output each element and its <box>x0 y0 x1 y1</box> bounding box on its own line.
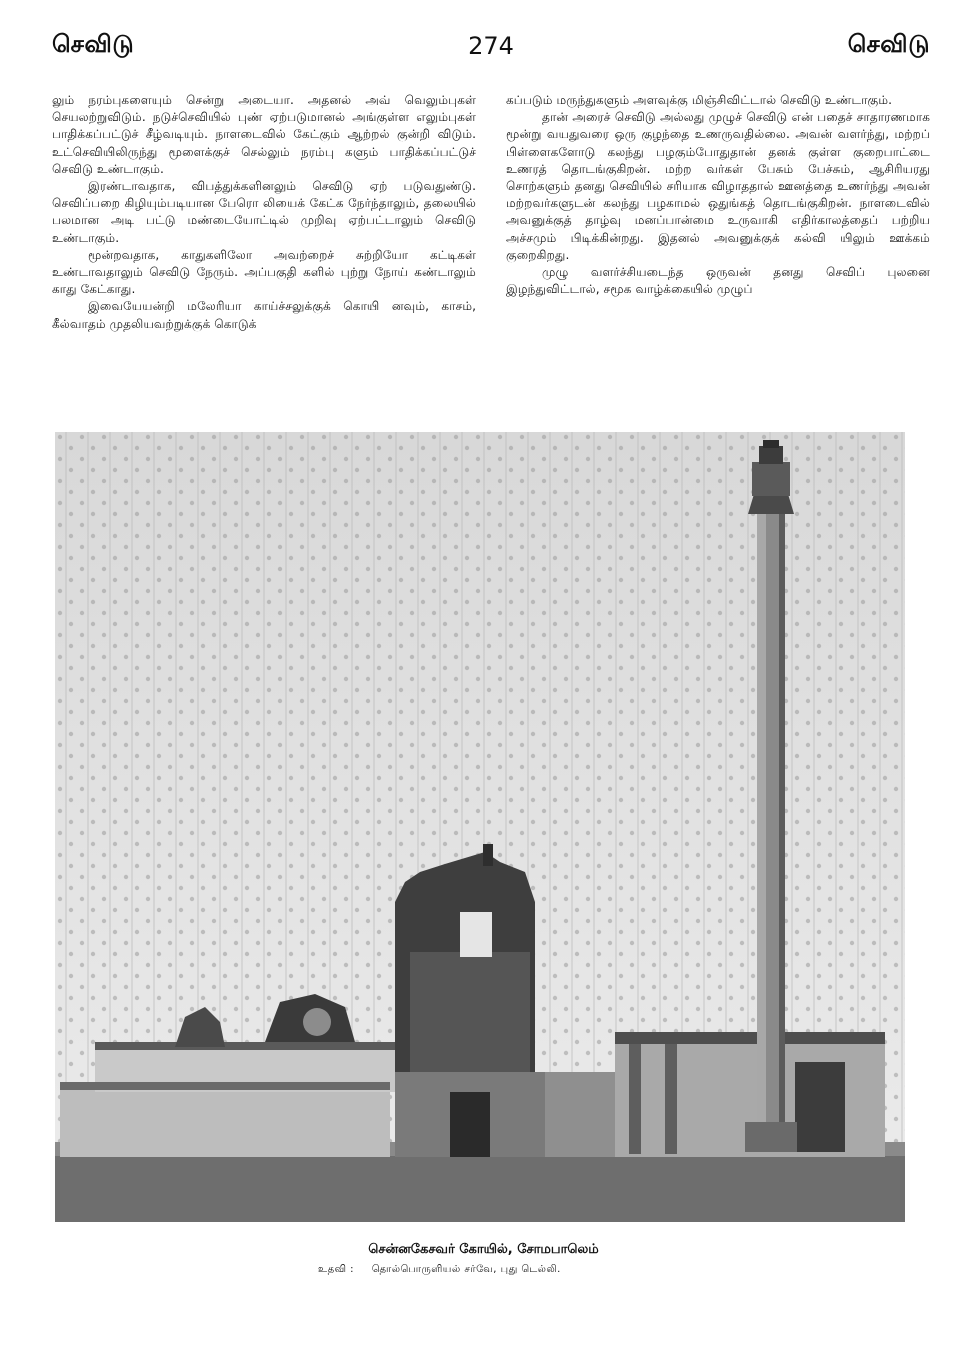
paragraph: கப்படும் மருந்துகளும் அளவுக்கு மிஞ்சிவிட்டால் செவிடு உண்டாகும். <box>506 93 893 107</box>
gateway-door <box>450 1092 490 1157</box>
credit-label: உதவி : <box>318 1264 355 1275</box>
paragraph: முழு வளர்ச்சியடைந்த ஒருவன் தனது செவிப் புலனை இழந்துவிட்டால், சமூக வாழ்க்கையில் முழுப் <box>506 265 930 297</box>
figure-caption: சென்னகேசவர் கோயில், சோமபாலெம் <box>368 1242 599 1257</box>
page-header <box>52 30 930 70</box>
credit-text: தொல்பொருளியல் சர்வே, புது டெல்லி. <box>371 1264 561 1275</box>
temple-photograph <box>55 432 905 1222</box>
outer-wall <box>60 1087 390 1157</box>
left-column <box>52 92 476 333</box>
page-number: 274 <box>468 32 514 60</box>
paragraph: இவையேயன்றி மலேரியா காய்ச்சலுக்குக் கொயி னவும், காசம், கீல்வாதம் முதலியவற்றுக்குக் கொடுக் <box>52 299 476 331</box>
figure-credit <box>318 1264 561 1276</box>
article-body <box>52 92 930 414</box>
paragraph: தான் அரைச் செவிடு அல்லது முழுச் செவிடு என் பதைச் சாதாரணமாக மூன்று வயதுவரை ஒரு குழந்தை உணருவதில்லை. அவன் வளர்ந்து, மற்றப் பிள்ளைகளோடு கலந்து பழகும்போதுதான் தனக் குள்ள குறைபாட்டை உணரத் தொடங்குகிறன். மற்ற வர்கள் பேசும் பேச்சும், ஆசிரியரது சொற்களும் தனது செவியில் சரியாக விழாததால் ஊனத்தை உணர்ந்து அவன் மற்றவர்களுடன் கலந்து பழகாமல் ஒதுங்கத் தொடங்குகிறன். நாளடைவில் அவனுக்குத் தாழ்வு மனப்பான்மை உருவாகி எதிர்காலத்தைப் பற்றிய அச்சமும் பிடிக்கின்றது. இதனல் அவனுக்குக் கல்வி யிலும் ஊக்கம் குறைகிறது. <box>506 110 930 262</box>
paragraph: லும் நரம்புகளையும் சென்று அடையா. அதனல் அவ் வெலும்புகள் செயலற்றுவிடும். நடுச்செவியில் புண் ஏற்படுமானல் அங்குள்ள எலும்புகள் பாதிக்கப்பட்டுச் சீழ்வடியும். நாளடைவில் கேட்கும் ஆற்றல் குன்றி விடும். உட்செவியிலிருந்து மூளைக்குச் செல்லும் நரம்பு களும் பாதிக்கப்பட்டுச் செவிடு உண்டாகும். <box>52 93 476 176</box>
paragraph: இரண்டாவதாக, விபத்துக்களினலும் செவிடு ஏற் படுவதுண்டு. செவிப்பறை கிழியும்படியான பேரொ லியைக் கேட்க நேர்ந்தாலும், தலையில் பலமான அடி பட்டு மண்டையோட்டில் முறிவு ஏற்பட்டாலும் செவிடு உண்டாகும். <box>52 179 476 245</box>
gopuram-window <box>460 912 492 957</box>
pillar-capital <box>752 462 790 496</box>
running-head-right: செவிடு <box>847 30 930 58</box>
temple-illustration <box>55 432 905 1222</box>
running-head-left: செவிடு <box>52 30 135 58</box>
paragraph: மூன்றவதாக, காதுகளிலோ அவற்றைச் சுற்றியோ கட்டிகள் உண்டாவதாலும் செவிடு நேரும். அப்பகுதி களில் புற்று நோய் கண்டாலும் காது கேட்காது. <box>52 247 476 297</box>
ground <box>55 1152 905 1222</box>
right-column <box>506 92 930 298</box>
